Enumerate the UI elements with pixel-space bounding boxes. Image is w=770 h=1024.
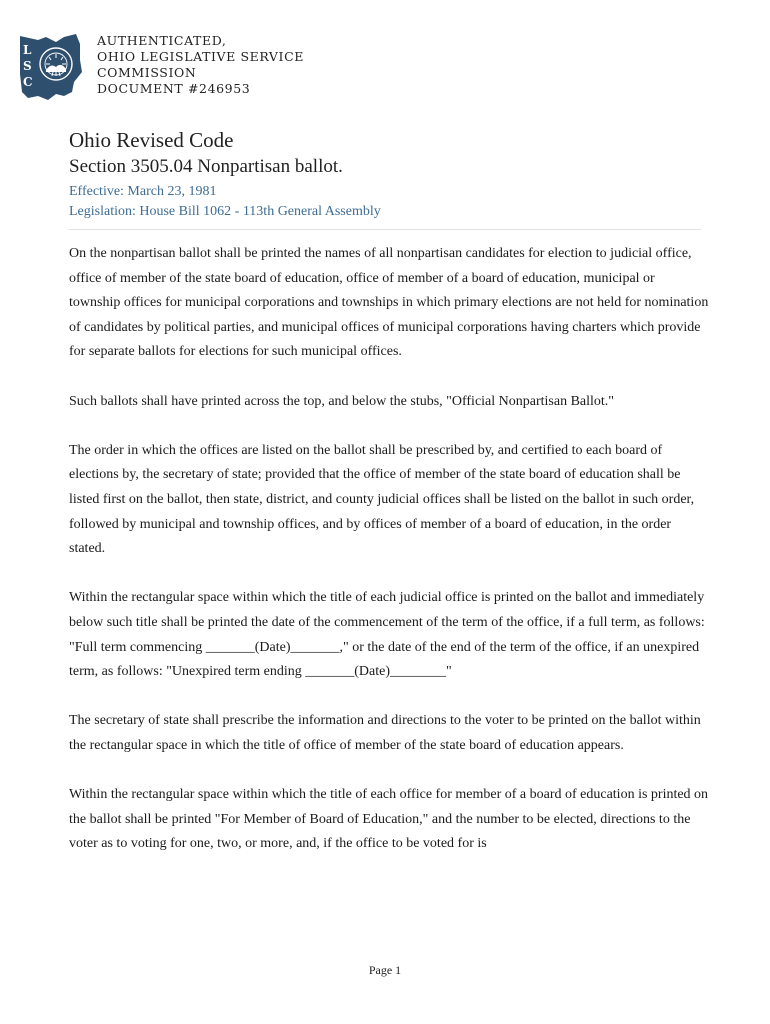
authentication-stamp [97, 33, 304, 97]
lsc-ohio-seal-icon [14, 30, 86, 102]
title-block [69, 127, 701, 222]
statute-paragraph: Within the rectangular space within which the title of each office for member of a board of education is printed on the ballot shall be printed "For Member of Board of Education," and the number to be elected, directions to the voter as to voting for one, two, or more, and, if the office to be voted for is [69, 787, 709, 852]
title-divider [69, 229, 701, 230]
statute-paragraph: Within the rectangular space within which the title of each judicial office is printed on the ballot and immediately below such title shall be printed the date of the commencement of the term of the office, if a full term, as follows: "Full term commencing _______(Date)_______," or the date of the end of the term of the office, if an unexpired term, as follows: "Unexpired term ending _______(Date)________" [69, 590, 705, 680]
section-title: Section 3505.04 Nonpartisan ballot. [69, 156, 343, 177]
document-number: DOCUMENT #246953 [97, 81, 251, 96]
statute-paragraph: Such ballots shall have printed across the top, and below the stubs, "Official Nonpartisan Ballot." [69, 393, 615, 409]
statute-paragraph: The order in which the offices are listed on the ballot shall be prescribed by, and certified to each board of elections by, the secretary of state; provided that the office of member of the state board of education shall be listed first on the ballot, then state, district, and county judicial offices shall be listed on the ballot in such order, followed by municipal and township offices, and by offices of member of a board of education, in the order stated. [69, 442, 695, 557]
statute-paragraph: On the nonpartisan ballot shall be printed the names of all nonpartisan candidates for election to judicial office, office of member of the state board of education, office of member of a board of education, municipal or township offices for municipal corporations and townships in which primary elections are not held for nomination of candidates by political parties, and municipal offices of municipal corporations having charters which provide for separate ballots for elections for such municipal offices. [69, 246, 709, 360]
logo-letter-s: S [23, 59, 32, 73]
statute-paragraph: The secretary of state shall prescribe the information and directions to the voter to be printed on the ballot within the rectangular space in which the title of office of member of the state board of education appears. [69, 713, 701, 753]
logo-letter-l: L [23, 43, 32, 57]
legislation-info: Legislation: House Bill 1062 - 113th General Assembly [69, 204, 381, 219]
page-number: Page 1 [368, 963, 402, 977]
authentication-line: OHIO LEGISLATIVE SERVICE [97, 49, 304, 64]
effective-date: Effective: March 23, 1981 [69, 184, 217, 199]
statute-body [69, 242, 709, 881]
document-header [14, 30, 434, 104]
authentication-line: AUTHENTICATED, [97, 33, 227, 48]
logo-letter-c: C [23, 75, 33, 89]
authentication-line: COMMISSION [97, 65, 197, 80]
document-title: Ohio Revised Code [69, 128, 234, 152]
